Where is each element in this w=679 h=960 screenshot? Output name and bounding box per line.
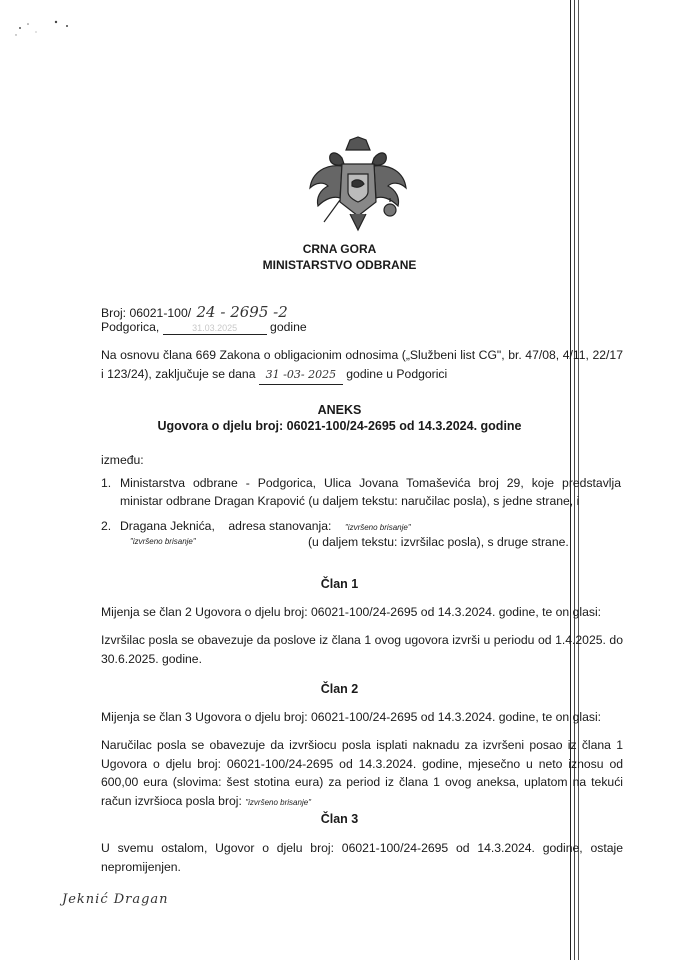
document-title: ANEKS bbox=[317, 403, 362, 417]
party-text: Ministarstva odbrane - Podgorica, Ulica Jovana Tomaševića broj 29, koje predstavlja ministar odbrane Dragan Krapović (u daljem tekstu: naručilac posla), s jedne strane, i bbox=[120, 476, 621, 508]
article-3-p1: U svemu ostalom, Ugovor o djelu broj: 06021-100/24-2695 od 14.3.2024. godine, ostaje nepromijenjen. bbox=[101, 841, 623, 874]
intro-date-handwritten: 31 -03- 2025 bbox=[259, 366, 343, 386]
article-1-p1: Mijenja se član 2 Ugovora o djelu broj: 06021-100/24-2695 od 14.3.2024. godine, te on glasi: bbox=[101, 605, 602, 619]
redacted-text: "izvršeno brisanje" bbox=[130, 537, 196, 546]
document-subtitle: Ugovora o djelu broj: 06021-100/24-2695 od 14.3.2024. godine bbox=[157, 419, 522, 433]
party-1 bbox=[101, 475, 621, 510]
redacted-text: "izvršeno brisanje" bbox=[245, 797, 312, 807]
article-2-heading: Član 2 bbox=[320, 682, 359, 696]
place-date-line bbox=[101, 320, 307, 335]
party-2-line2 bbox=[130, 533, 590, 547]
reference-number-label: Broj: 06021-100/ bbox=[101, 306, 192, 320]
article-1-p2: Izvršilac posla se obavezuje da poslove iz člana 1 ovog ugovora izvrši u periodu od 1.4.2025. do 30.6.2025. godine. bbox=[101, 633, 623, 666]
izmedju-label: između: bbox=[101, 453, 144, 467]
country-name: CRNA GORA bbox=[302, 242, 377, 256]
date-faint-stamp: 31.03.2025 bbox=[192, 323, 238, 333]
article-3-heading: Član 3 bbox=[320, 812, 359, 826]
date-blank bbox=[163, 320, 267, 335]
scan-specks bbox=[12, 18, 72, 40]
party-2-rest: (u daljem tekstu: izvršilac posla), s druge strane. bbox=[308, 535, 569, 549]
intro-text-end: godine u Podgorici bbox=[346, 366, 448, 381]
intro-text: Na osnovu člana 669 Zakona o obligacionim odnosima („Službeni list CG", br. 47/08, 4/11, 22/17 i 123/24), zaključuje se dana bbox=[101, 348, 623, 381]
article-2-p1: Mijenja se član 3 Ugovora o djelu broj: 06021-100/24-2695 od 14.3.2024. godine, te on glasi: bbox=[101, 710, 602, 724]
article-2-p2-text: Naručilac posla se obavezuje da izvršiocu posla isplati naknadu za izvršeni posao iz člana 1 Ugovora o djelu broj: 06021-100/24-2695 od 14.3.2024. godine, mjesečno u neto iznosu od 600,00 eura (slovima: šest stotina eura) za period iz člana 1 ovog aneksa, uplatom na tekući račun izvršioca posla broj: bbox=[101, 738, 623, 808]
party-name: Dragana Jeknića, bbox=[120, 519, 215, 533]
party-number: 2. bbox=[101, 519, 112, 533]
place-label: Podgorica, bbox=[101, 320, 160, 334]
coat-of-arms-icon bbox=[306, 136, 410, 236]
reference-number-handwritten: 24 - 2695 -2 bbox=[196, 303, 288, 321]
article-2-p2 bbox=[101, 736, 623, 812]
godine-label: godine bbox=[270, 320, 307, 334]
article-1-heading: Član 1 bbox=[320, 577, 359, 591]
address-label: adresa stanovanja: bbox=[228, 519, 332, 533]
intro-paragraph bbox=[101, 346, 623, 385]
party-number: 1. bbox=[101, 476, 112, 490]
ministry-name: MINISTARSTVO ODBRANE bbox=[262, 258, 417, 272]
handwritten-signature: Jeknić Dragan bbox=[62, 892, 169, 907]
redacted-text: "izvršeno brisanje" bbox=[344, 523, 411, 532]
reference-number-line bbox=[101, 303, 288, 321]
